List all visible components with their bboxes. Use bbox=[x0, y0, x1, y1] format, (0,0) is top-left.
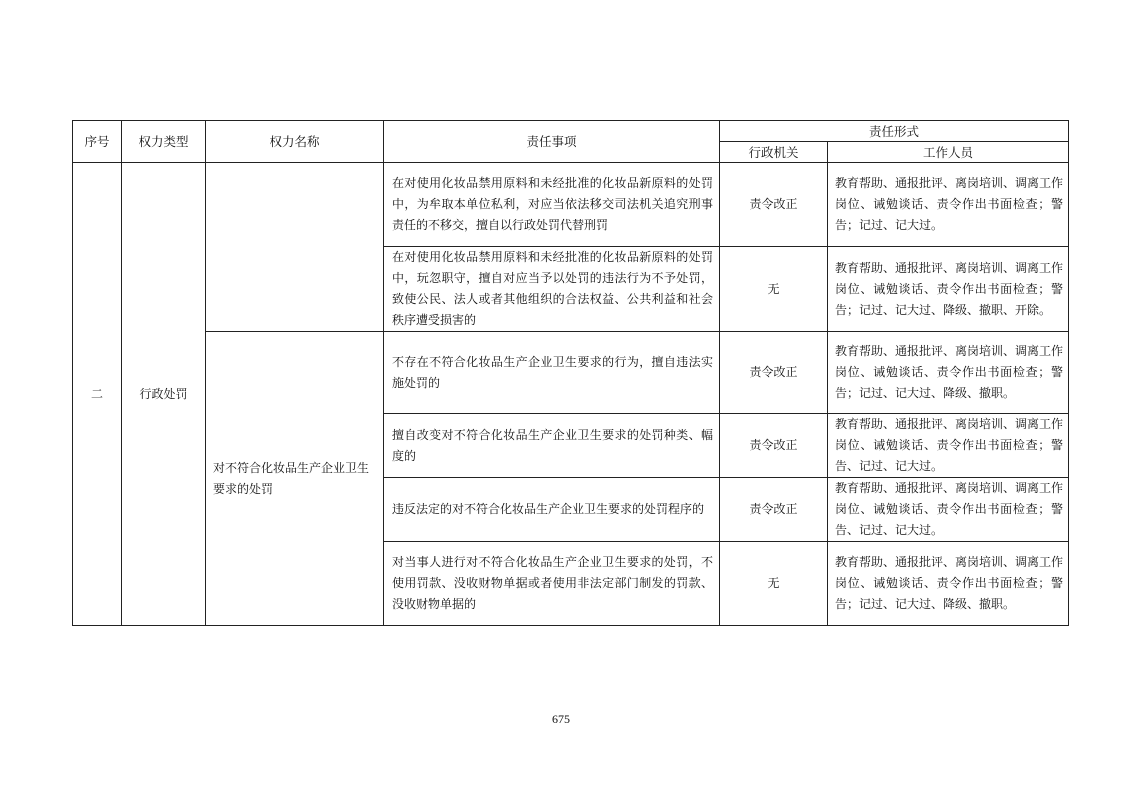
table-row bbox=[73, 163, 1069, 247]
seq-cell: 二 bbox=[73, 163, 122, 626]
agency-cell: 无 bbox=[720, 247, 828, 332]
staff-cell: 教育帮助、通报批评、离岗培训、调离工作岗位、诫勉谈话、责令作出书面检查；警告；记过、记大过。 bbox=[828, 163, 1069, 247]
matter-cell: 擅自改变对不符合化妆品生产企业卫生要求的处罚种类、幅度的 bbox=[384, 414, 720, 478]
matter-cell: 在对使用化妆品禁用原料和未经批准的化妆品新原料的处罚中，为牟取本单位私利，对应当依法移交司法机关追究刑事责任的不移交，擅自以行政处罚代替刑罚 bbox=[384, 163, 720, 247]
matter-cell: 对当事人进行对不符合化妆品生产企业卫生要求的处罚，不使用罚款、没收财物单据或者使用非法定部门制发的罚款、没收财物单据的 bbox=[384, 542, 720, 626]
matter-cell: 不存在不符合化妆品生产企业卫生要求的行为，擅自违法实施处罚的 bbox=[384, 332, 720, 414]
header-agency: 行政机关 bbox=[720, 142, 828, 163]
staff-cell: 教育帮助、通报批评、离岗培训、调离工作岗位、诫勉谈话、责令作出书面检查；警告；记过、记大过、降级、撤职。 bbox=[828, 332, 1069, 414]
agency-cell: 责令改正 bbox=[720, 478, 828, 542]
staff-cell: 教育帮助、通报批评、离岗培训、调离工作岗位、诫勉谈话、责令作出书面检查；警告、记过、记大过。 bbox=[828, 414, 1069, 478]
matter-cell: 违反法定的对不符合化妆品生产企业卫生要求的处罚程序的 bbox=[384, 478, 720, 542]
header-form: 责任形式 bbox=[720, 121, 1069, 142]
header-matter: 责任事项 bbox=[384, 121, 720, 163]
agency-cell: 无 bbox=[720, 542, 828, 626]
staff-cell: 教育帮助、通报批评、离岗培训、调离工作岗位、诫勉谈话、责令作出书面检查；警告；记过、记大过、降级、撤职、开除。 bbox=[828, 247, 1069, 332]
staff-cell: 教育帮助、通报批评、离岗培训、调离工作岗位、诫勉谈话、责令作出书面检查；警告、记过、记大过。 bbox=[828, 478, 1069, 542]
responsibility-table bbox=[72, 120, 1069, 626]
header-seq: 序号 bbox=[73, 121, 122, 163]
responsibility-table-container bbox=[72, 120, 1068, 626]
matter-cell: 在对使用化妆品禁用原料和未经批准的化妆品新原料的处罚中，玩忽职守，擅自对应当予以处罚的违法行为不予处罚，致使公民、法人或者其他组织的合法权益、公共利益和社会秩序遭受损害的 bbox=[384, 247, 720, 332]
page-number: 675 bbox=[552, 712, 570, 726]
agency-cell: 责令改正 bbox=[720, 332, 828, 414]
power-type-cell: 行政处罚 bbox=[122, 163, 206, 626]
table-row bbox=[73, 332, 1069, 414]
agency-cell: 责令改正 bbox=[720, 163, 828, 247]
power-name-cell-empty bbox=[206, 163, 384, 332]
agency-cell: 责令改正 bbox=[720, 414, 828, 478]
header-staff: 工作人员 bbox=[828, 142, 1069, 163]
power-name-cell: 对不符合化妆品生产企业卫生要求的处罚 bbox=[206, 332, 384, 626]
staff-cell: 教育帮助、通报批评、离岗培训、调离工作岗位、诫勉谈话、责令作出书面检查；警告；记过、记大过、降级、撤职。 bbox=[828, 542, 1069, 626]
header-power-name: 权力名称 bbox=[206, 121, 384, 163]
header-power-type: 权力类型 bbox=[122, 121, 206, 163]
